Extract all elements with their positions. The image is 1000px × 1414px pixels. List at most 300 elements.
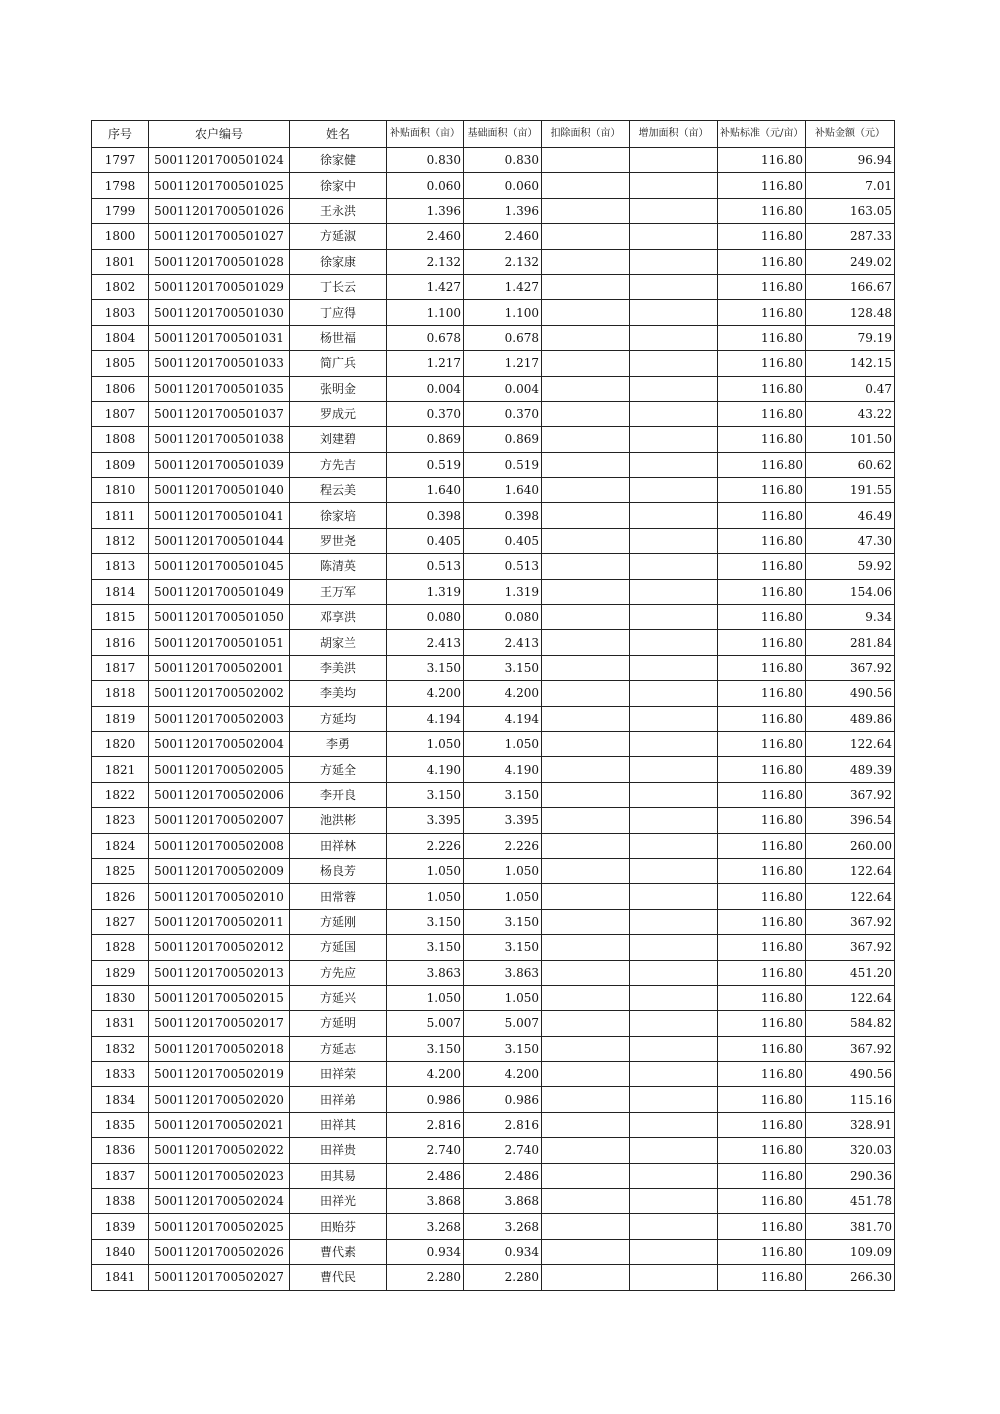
- cell-serial: 1811: [92, 503, 149, 528]
- cell-name: 田祥光: [290, 1189, 387, 1214]
- cell-subsidy-area: 1.319: [387, 579, 464, 604]
- cell-subsidy-amount: 381.70: [806, 1214, 895, 1239]
- cell-deducted-area: [542, 985, 630, 1010]
- cell-added-area: [630, 935, 718, 960]
- cell-farmer-id: 50011201700501044: [149, 528, 290, 553]
- cell-subsidy-amount: 115.16: [806, 1087, 895, 1112]
- cell-subsidy-rate: 116.80: [718, 427, 806, 452]
- cell-added-area: [630, 782, 718, 807]
- cell-deducted-area: [542, 528, 630, 553]
- cell-base-area: 2.413: [464, 630, 542, 655]
- cell-added-area: [630, 1239, 718, 1264]
- cell-subsidy-area: 1.396: [387, 198, 464, 223]
- table-row: [92, 630, 895, 655]
- table-row: [92, 1138, 895, 1163]
- cell-subsidy-area: 1.100: [387, 300, 464, 325]
- cell-farmer-id: 50011201700501029: [149, 274, 290, 299]
- cell-added-area: [630, 1062, 718, 1087]
- cell-farmer-id: 50011201700501033: [149, 351, 290, 376]
- cell-serial: 1817: [92, 655, 149, 680]
- cell-deducted-area: [542, 782, 630, 807]
- cell-subsidy-area: 0.060: [387, 173, 464, 198]
- cell-added-area: [630, 1112, 718, 1137]
- cell-subsidy-rate: 116.80: [718, 858, 806, 883]
- cell-subsidy-rate: 116.80: [718, 1036, 806, 1061]
- cell-subsidy-amount: 191.55: [806, 478, 895, 503]
- table-row: [92, 1163, 895, 1188]
- cell-serial: 1800: [92, 224, 149, 249]
- cell-subsidy-amount: 489.39: [806, 757, 895, 782]
- cell-serial: 1798: [92, 173, 149, 198]
- cell-farmer-id: 50011201700501031: [149, 325, 290, 350]
- cell-added-area: [630, 554, 718, 579]
- cell-farmer-id: 50011201700501050: [149, 605, 290, 630]
- cell-subsidy-rate: 116.80: [718, 376, 806, 401]
- cell-added-area: [630, 528, 718, 553]
- cell-deducted-area: [542, 731, 630, 756]
- table-row: [92, 858, 895, 883]
- cell-added-area: [630, 1189, 718, 1214]
- cell-added-area: [630, 1011, 718, 1036]
- cell-subsidy-amount: 367.92: [806, 909, 895, 934]
- cell-deducted-area: [542, 351, 630, 376]
- cell-subsidy-amount: 249.02: [806, 249, 895, 274]
- cell-base-area: 3.868: [464, 1189, 542, 1214]
- cell-name: 田贻芬: [290, 1214, 387, 1239]
- cell-added-area: [630, 579, 718, 604]
- cell-serial: 1832: [92, 1036, 149, 1061]
- cell-farmer-id: 50011201700502011: [149, 909, 290, 934]
- table-row: [92, 605, 895, 630]
- table-row: [92, 782, 895, 807]
- cell-subsidy-amount: 489.86: [806, 706, 895, 731]
- cell-farmer-id: 50011201700502003: [149, 706, 290, 731]
- cell-subsidy-area: 0.080: [387, 605, 464, 630]
- cell-added-area: [630, 808, 718, 833]
- cell-subsidy-area: 2.226: [387, 833, 464, 858]
- cell-serial: 1799: [92, 198, 149, 223]
- cell-subsidy-area: 4.194: [387, 706, 464, 731]
- cell-added-area: [630, 1265, 718, 1290]
- cell-subsidy-rate: 116.80: [718, 1087, 806, 1112]
- cell-name: 杨世福: [290, 325, 387, 350]
- cell-subsidy-area: 1.427: [387, 274, 464, 299]
- table-row: [92, 1239, 895, 1264]
- cell-serial: 1824: [92, 833, 149, 858]
- cell-serial: 1837: [92, 1163, 149, 1188]
- cell-serial: 1826: [92, 884, 149, 909]
- cell-subsidy-rate: 116.80: [718, 478, 806, 503]
- cell-base-area: 0.060: [464, 173, 542, 198]
- cell-subsidy-rate: 116.80: [718, 1189, 806, 1214]
- cell-farmer-id: 50011201700502017: [149, 1011, 290, 1036]
- table-row: [92, 376, 895, 401]
- cell-farmer-id: 50011201700501040: [149, 478, 290, 503]
- cell-base-area: 0.513: [464, 554, 542, 579]
- cell-deducted-area: [542, 630, 630, 655]
- table-row: [92, 1062, 895, 1087]
- header-farmer-id: 农户编号: [149, 121, 290, 148]
- cell-subsidy-amount: 43.22: [806, 401, 895, 426]
- cell-base-area: 4.190: [464, 757, 542, 782]
- cell-farmer-id: 50011201700502002: [149, 681, 290, 706]
- cell-base-area: 2.816: [464, 1112, 542, 1137]
- cell-added-area: [630, 249, 718, 274]
- cell-name: 田其易: [290, 1163, 387, 1188]
- cell-name: 方延均: [290, 706, 387, 731]
- cell-deducted-area: [542, 1189, 630, 1214]
- cell-subsidy-rate: 116.80: [718, 605, 806, 630]
- cell-subsidy-amount: 122.64: [806, 858, 895, 883]
- cell-subsidy-rate: 116.80: [718, 1138, 806, 1163]
- cell-subsidy-amount: 451.20: [806, 960, 895, 985]
- cell-added-area: [630, 1214, 718, 1239]
- cell-base-area: 0.080: [464, 605, 542, 630]
- cell-subsidy-rate: 116.80: [718, 985, 806, 1010]
- cell-name: 方延明: [290, 1011, 387, 1036]
- cell-subsidy-rate: 116.80: [718, 630, 806, 655]
- cell-name: 丁应得: [290, 300, 387, 325]
- cell-subsidy-rate: 116.80: [718, 224, 806, 249]
- cell-name: 池洪彬: [290, 808, 387, 833]
- cell-serial: 1823: [92, 808, 149, 833]
- cell-farmer-id: 50011201700501039: [149, 452, 290, 477]
- cell-name: 简广兵: [290, 351, 387, 376]
- cell-base-area: 1.640: [464, 478, 542, 503]
- cell-name: 李开良: [290, 782, 387, 807]
- cell-farmer-id: 50011201700502020: [149, 1087, 290, 1112]
- cell-serial: 1818: [92, 681, 149, 706]
- cell-deducted-area: [542, 427, 630, 452]
- cell-subsidy-rate: 116.80: [718, 1239, 806, 1264]
- cell-subsidy-area: 3.863: [387, 960, 464, 985]
- cell-serial: 1815: [92, 605, 149, 630]
- table-row: [92, 884, 895, 909]
- cell-deducted-area: [542, 858, 630, 883]
- cell-name: 田祥弟: [290, 1087, 387, 1112]
- table-row: [92, 401, 895, 426]
- cell-subsidy-area: 1.050: [387, 985, 464, 1010]
- cell-farmer-id: 50011201700502001: [149, 655, 290, 680]
- cell-serial: 1834: [92, 1087, 149, 1112]
- cell-subsidy-area: 1.050: [387, 858, 464, 883]
- cell-name: 丁长云: [290, 274, 387, 299]
- table-row: [92, 681, 895, 706]
- cell-serial: 1833: [92, 1062, 149, 1087]
- cell-subsidy-area: 0.405: [387, 528, 464, 553]
- cell-serial: 1831: [92, 1011, 149, 1036]
- cell-name: 方延志: [290, 1036, 387, 1061]
- cell-deducted-area: [542, 808, 630, 833]
- cell-name: 王永洪: [290, 198, 387, 223]
- table-row: [92, 985, 895, 1010]
- cell-name: 方延全: [290, 757, 387, 782]
- header-base-area: 基础面积（亩）: [464, 121, 542, 148]
- cell-name: 胡家兰: [290, 630, 387, 655]
- cell-added-area: [630, 655, 718, 680]
- cell-added-area: [630, 401, 718, 426]
- cell-subsidy-rate: 116.80: [718, 909, 806, 934]
- cell-name: 李美均: [290, 681, 387, 706]
- cell-base-area: 0.004: [464, 376, 542, 401]
- cell-deducted-area: [542, 681, 630, 706]
- header-subsidy-area: 补贴面积（亩）: [387, 121, 464, 148]
- cell-deducted-area: [542, 1087, 630, 1112]
- cell-farmer-id: 50011201700501051: [149, 630, 290, 655]
- cell-subsidy-amount: 290.36: [806, 1163, 895, 1188]
- cell-subsidy-area: 0.004: [387, 376, 464, 401]
- cell-subsidy-amount: 47.30: [806, 528, 895, 553]
- cell-subsidy-rate: 116.80: [718, 833, 806, 858]
- header-added-area: 增加面积（亩）: [630, 121, 718, 148]
- cell-name: 邓享洪: [290, 605, 387, 630]
- table-row: [92, 757, 895, 782]
- cell-subsidy-area: 3.395: [387, 808, 464, 833]
- cell-added-area: [630, 274, 718, 299]
- cell-added-area: [630, 757, 718, 782]
- cell-subsidy-area: 4.190: [387, 757, 464, 782]
- table-row: [92, 808, 895, 833]
- table-row: [92, 935, 895, 960]
- cell-subsidy-area: 0.830: [387, 148, 464, 173]
- cell-subsidy-amount: 584.82: [806, 1011, 895, 1036]
- cell-serial: 1810: [92, 478, 149, 503]
- cell-added-area: [630, 731, 718, 756]
- cell-subsidy-amount: 128.48: [806, 300, 895, 325]
- cell-serial: 1803: [92, 300, 149, 325]
- cell-serial: 1797: [92, 148, 149, 173]
- cell-base-area: 3.268: [464, 1214, 542, 1239]
- cell-name: 徐家培: [290, 503, 387, 528]
- cell-subsidy-area: 3.868: [387, 1189, 464, 1214]
- cell-deducted-area: [542, 935, 630, 960]
- cell-subsidy-amount: 154.06: [806, 579, 895, 604]
- cell-subsidy-amount: 260.00: [806, 833, 895, 858]
- table-row: [92, 1189, 895, 1214]
- cell-subsidy-amount: 60.62: [806, 452, 895, 477]
- cell-serial: 1821: [92, 757, 149, 782]
- cell-deducted-area: [542, 1265, 630, 1290]
- cell-base-area: 2.132: [464, 249, 542, 274]
- cell-serial: 1805: [92, 351, 149, 376]
- table-row: [92, 452, 895, 477]
- cell-farmer-id: 50011201700502005: [149, 757, 290, 782]
- cell-subsidy-amount: 328.91: [806, 1112, 895, 1137]
- cell-deducted-area: [542, 706, 630, 731]
- table-header: [92, 121, 895, 148]
- cell-base-area: 0.398: [464, 503, 542, 528]
- header-subsidy-rate: 补贴标准（元/亩）: [718, 121, 806, 148]
- cell-deducted-area: [542, 503, 630, 528]
- cell-deducted-area: [542, 249, 630, 274]
- cell-base-area: 1.050: [464, 731, 542, 756]
- cell-subsidy-area: 1.050: [387, 731, 464, 756]
- cell-farmer-id: 50011201700502024: [149, 1189, 290, 1214]
- cell-subsidy-rate: 116.80: [718, 1112, 806, 1137]
- cell-subsidy-area: 0.934: [387, 1239, 464, 1264]
- cell-subsidy-rate: 116.80: [718, 401, 806, 426]
- table-row: [92, 833, 895, 858]
- cell-subsidy-rate: 116.80: [718, 579, 806, 604]
- cell-added-area: [630, 427, 718, 452]
- cell-added-area: [630, 858, 718, 883]
- cell-farmer-id: 50011201700501049: [149, 579, 290, 604]
- cell-deducted-area: [542, 1112, 630, 1137]
- cell-serial: 1807: [92, 401, 149, 426]
- cell-base-area: 3.150: [464, 909, 542, 934]
- cell-subsidy-amount: 59.92: [806, 554, 895, 579]
- cell-deducted-area: [542, 300, 630, 325]
- cell-subsidy-amount: 490.56: [806, 681, 895, 706]
- cell-serial: 1809: [92, 452, 149, 477]
- cell-subsidy-amount: 287.33: [806, 224, 895, 249]
- cell-subsidy-area: 1.640: [387, 478, 464, 503]
- table-row: [92, 1265, 895, 1290]
- cell-deducted-area: [542, 579, 630, 604]
- cell-subsidy-rate: 116.80: [718, 935, 806, 960]
- cell-subsidy-amount: 367.92: [806, 935, 895, 960]
- cell-deducted-area: [542, 909, 630, 934]
- cell-added-area: [630, 985, 718, 1010]
- cell-name: 陈清英: [290, 554, 387, 579]
- cell-subsidy-area: 0.869: [387, 427, 464, 452]
- cell-subsidy-amount: 367.92: [806, 1036, 895, 1061]
- cell-serial: 1816: [92, 630, 149, 655]
- cell-deducted-area: [542, 1036, 630, 1061]
- cell-subsidy-area: 4.200: [387, 1062, 464, 1087]
- cell-deducted-area: [542, 1062, 630, 1087]
- cell-base-area: 0.986: [464, 1087, 542, 1112]
- table-row: [92, 706, 895, 731]
- cell-subsidy-rate: 116.80: [718, 300, 806, 325]
- table-row: [92, 579, 895, 604]
- cell-base-area: 0.519: [464, 452, 542, 477]
- cell-name: 田常蓉: [290, 884, 387, 909]
- cell-deducted-area: [542, 274, 630, 299]
- cell-subsidy-amount: 281.84: [806, 630, 895, 655]
- cell-subsidy-amount: 367.92: [806, 782, 895, 807]
- cell-base-area: 3.150: [464, 655, 542, 680]
- cell-subsidy-rate: 116.80: [718, 173, 806, 198]
- cell-base-area: 1.050: [464, 884, 542, 909]
- cell-farmer-id: 50011201700502010: [149, 884, 290, 909]
- cell-added-area: [630, 706, 718, 731]
- table-row: [92, 300, 895, 325]
- cell-subsidy-rate: 116.80: [718, 503, 806, 528]
- cell-subsidy-amount: 396.54: [806, 808, 895, 833]
- header-deducted-area: 扣除面积（亩）: [542, 121, 630, 148]
- cell-added-area: [630, 605, 718, 630]
- header-serial: 序号: [92, 121, 149, 148]
- cell-deducted-area: [542, 605, 630, 630]
- cell-serial: 1822: [92, 782, 149, 807]
- cell-subsidy-area: 4.200: [387, 681, 464, 706]
- cell-farmer-id: 50011201700502027: [149, 1265, 290, 1290]
- cell-serial: 1835: [92, 1112, 149, 1137]
- cell-serial: 1819: [92, 706, 149, 731]
- cell-subsidy-rate: 116.80: [718, 528, 806, 553]
- table-row: [92, 148, 895, 173]
- cell-name: 徐家中: [290, 173, 387, 198]
- cell-base-area: 2.460: [464, 224, 542, 249]
- cell-name: 罗成元: [290, 401, 387, 426]
- cell-base-area: 1.100: [464, 300, 542, 325]
- cell-subsidy-area: 2.740: [387, 1138, 464, 1163]
- cell-subsidy-area: 3.150: [387, 782, 464, 807]
- cell-subsidy-area: 0.678: [387, 325, 464, 350]
- header-subsidy-amount: 补贴金额（元）: [806, 121, 895, 148]
- table-row: [92, 1087, 895, 1112]
- cell-subsidy-area: 2.486: [387, 1163, 464, 1188]
- cell-subsidy-area: 3.150: [387, 655, 464, 680]
- cell-subsidy-amount: 490.56: [806, 1062, 895, 1087]
- cell-subsidy-area: 3.150: [387, 909, 464, 934]
- cell-subsidy-area: 0.986: [387, 1087, 464, 1112]
- cell-farmer-id: 50011201700501045: [149, 554, 290, 579]
- table-row: [92, 1011, 895, 1036]
- cell-subsidy-rate: 116.80: [718, 325, 806, 350]
- cell-deducted-area: [542, 960, 630, 985]
- cell-subsidy-area: 2.460: [387, 224, 464, 249]
- cell-base-area: 4.200: [464, 1062, 542, 1087]
- cell-subsidy-amount: 451.78: [806, 1189, 895, 1214]
- cell-subsidy-rate: 116.80: [718, 148, 806, 173]
- cell-serial: 1839: [92, 1214, 149, 1239]
- cell-subsidy-rate: 116.80: [718, 249, 806, 274]
- cell-name: 曹代素: [290, 1239, 387, 1264]
- cell-base-area: 1.396: [464, 198, 542, 223]
- cell-deducted-area: [542, 376, 630, 401]
- cell-deducted-area: [542, 401, 630, 426]
- cell-farmer-id: 50011201700502022: [149, 1138, 290, 1163]
- cell-base-area: 0.678: [464, 325, 542, 350]
- cell-subsidy-amount: 122.64: [806, 884, 895, 909]
- cell-base-area: 1.427: [464, 274, 542, 299]
- cell-subsidy-amount: 142.15: [806, 351, 895, 376]
- cell-subsidy-rate: 116.80: [718, 681, 806, 706]
- cell-added-area: [630, 503, 718, 528]
- cell-serial: 1836: [92, 1138, 149, 1163]
- cell-farmer-id: 50011201700502006: [149, 782, 290, 807]
- cell-serial: 1806: [92, 376, 149, 401]
- cell-base-area: 3.863: [464, 960, 542, 985]
- cell-subsidy-area: 0.519: [387, 452, 464, 477]
- cell-subsidy-rate: 116.80: [718, 351, 806, 376]
- cell-base-area: 2.280: [464, 1265, 542, 1290]
- cell-subsidy-amount: 122.64: [806, 985, 895, 1010]
- cell-base-area: 1.050: [464, 858, 542, 883]
- cell-added-area: [630, 1138, 718, 1163]
- table-row: [92, 274, 895, 299]
- cell-subsidy-rate: 116.80: [718, 1062, 806, 1087]
- cell-subsidy-rate: 116.80: [718, 554, 806, 579]
- cell-deducted-area: [542, 452, 630, 477]
- cell-added-area: [630, 478, 718, 503]
- cell-serial: 1828: [92, 935, 149, 960]
- cell-base-area: 0.370: [464, 401, 542, 426]
- cell-serial: 1801: [92, 249, 149, 274]
- cell-base-area: 1.217: [464, 351, 542, 376]
- cell-deducted-area: [542, 148, 630, 173]
- cell-farmer-id: 50011201700501027: [149, 224, 290, 249]
- cell-subsidy-rate: 116.80: [718, 757, 806, 782]
- cell-subsidy-rate: 116.80: [718, 960, 806, 985]
- cell-name: 方延刚: [290, 909, 387, 934]
- cell-subsidy-area: 2.280: [387, 1265, 464, 1290]
- cell-farmer-id: 50011201700502009: [149, 858, 290, 883]
- cell-serial: 1829: [92, 960, 149, 985]
- cell-serial: 1838: [92, 1189, 149, 1214]
